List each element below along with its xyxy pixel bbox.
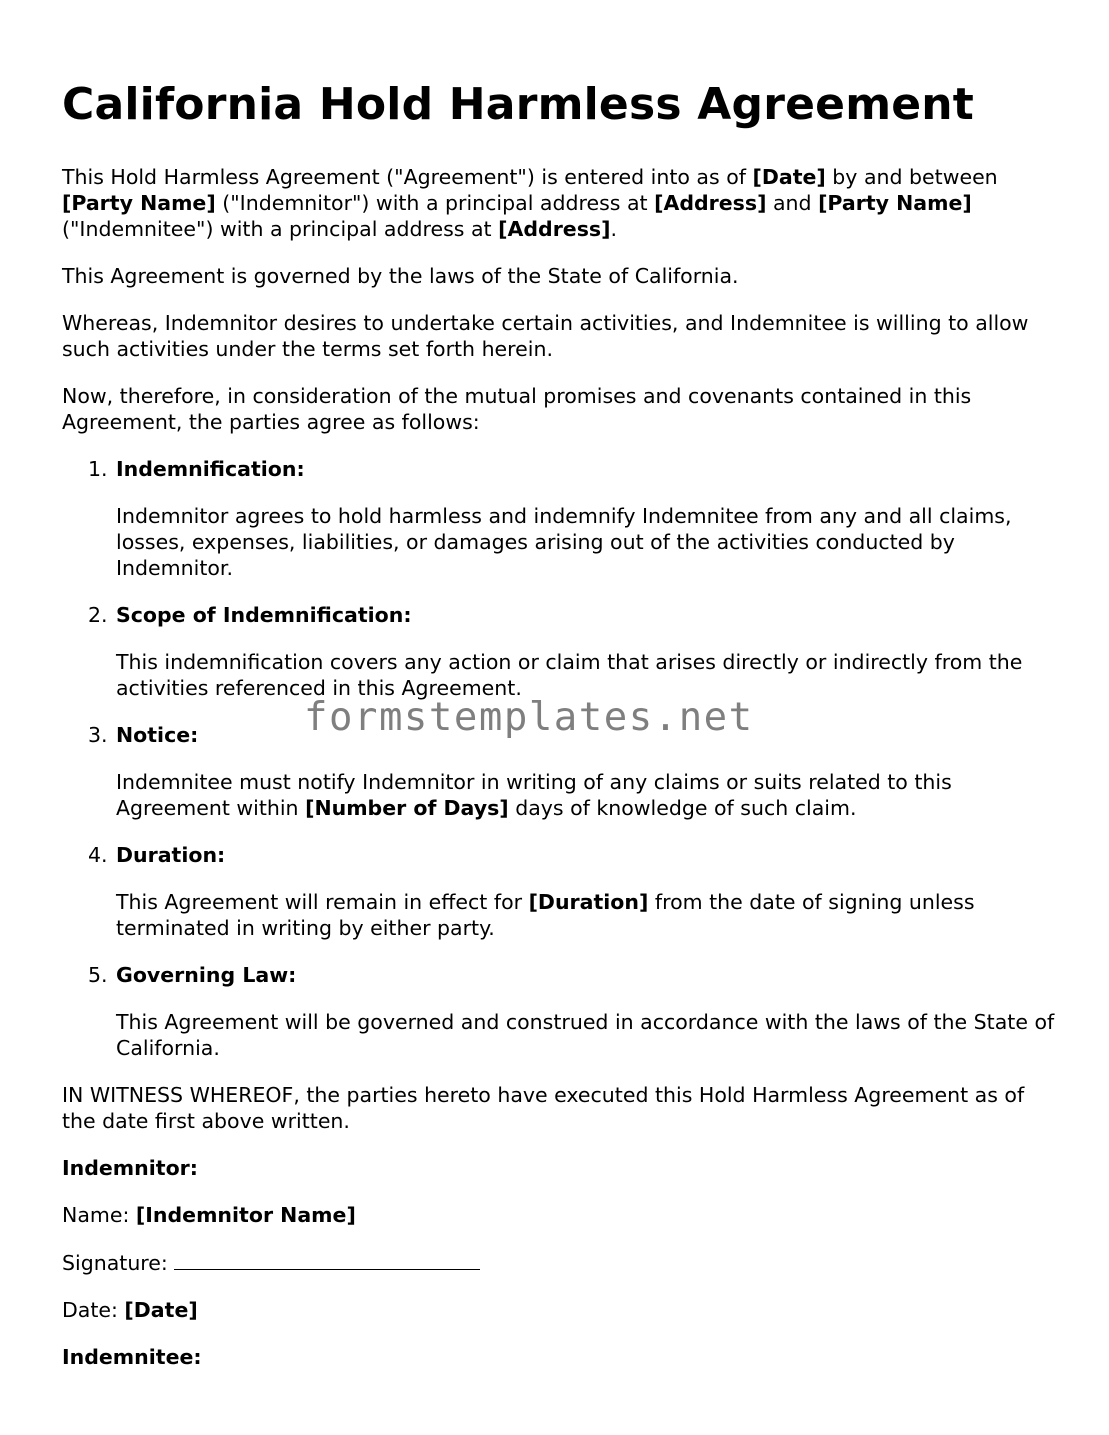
clause-heading: Duration: bbox=[116, 843, 226, 867]
intro-text-4: and bbox=[766, 191, 819, 215]
clause-number: 5. bbox=[88, 963, 108, 987]
clause-number: 3. bbox=[88, 723, 108, 747]
duration-placeholder: [Duration] bbox=[528, 890, 649, 914]
clause-list bbox=[62, 456, 1062, 1061]
whereas-paragraph: Whereas, Indemnitor desires to undertake certain activities, and Indemnitee is willing to allow such activities under the terms set forth herein. bbox=[62, 311, 1029, 361]
signature-line bbox=[62, 1249, 1062, 1276]
clause-body bbox=[116, 769, 1062, 821]
intro-text-3: ("Indemnitor") with a principal address at bbox=[215, 191, 655, 215]
intro-text-1: This Hold Harmless Agreement ("Agreement") is entered into as of bbox=[62, 165, 753, 189]
clause-heading: Indemnification: bbox=[116, 457, 305, 481]
clause-body-text: days of knowledge of such claim. bbox=[508, 796, 857, 820]
document-title: California Hold Harmless Agreement bbox=[62, 79, 975, 130]
witness-paragraph: IN WITNESS WHEREOF, the parties hereto have executed this Hold Harmless Agreement as of the date first above written. bbox=[62, 1083, 1025, 1133]
date-label: Date: bbox=[62, 1298, 125, 1322]
clause-body: This indemnification covers any action or claim that arises directly or indirectly from the activities referenced in this Agreement. bbox=[116, 650, 1023, 700]
date-line bbox=[62, 1297, 1062, 1323]
intro-party2-placeholder: [Party Name] bbox=[818, 191, 972, 215]
clause-body-text: Indemnitee must notify Indemnitor in writing of any claims or suits related to this Agreement within bbox=[116, 770, 952, 820]
now-therefore-paragraph: Now, therefore, in consideration of the mutual promises and covenants contained in this Agreement, the parties agree as follows: bbox=[62, 384, 972, 434]
clause-number: 4. bbox=[88, 843, 108, 867]
clause-body-text: This Agreement will remain in effect for bbox=[116, 890, 529, 914]
clause-number: 1. bbox=[88, 457, 108, 481]
clause-heading: Scope of Indemnification: bbox=[116, 603, 412, 627]
clause-body: Indemnitor agrees to hold harmless and indemnify Indemnitee from any and all claims, losses, expenses, liabilities, or damages arising out of the activities conducted by Indemnitor. bbox=[116, 504, 1012, 580]
clause-governing-law bbox=[62, 962, 1062, 1061]
signature-label: Signature: bbox=[62, 1251, 175, 1275]
indemnitee-heading bbox=[62, 1344, 1062, 1370]
clause-heading: Governing Law: bbox=[116, 963, 297, 987]
clause-body-text: from the date of signing unless terminated in writing by either party. bbox=[116, 890, 975, 940]
clause-indemnification bbox=[62, 456, 1062, 581]
intro-date-placeholder: [Date] bbox=[752, 165, 826, 189]
indemnitor-name-line bbox=[62, 1202, 1062, 1228]
date-placeholder: [Date] bbox=[124, 1298, 198, 1322]
intro-text-5: ("Indemnitee") with a principal address at bbox=[62, 217, 499, 241]
governed-paragraph: This Agreement is governed by the laws of the State of California. bbox=[62, 264, 739, 288]
intro-address1-placeholder: [Address] bbox=[654, 191, 767, 215]
indemnitor-heading-text: Indemnitor: bbox=[62, 1156, 198, 1180]
indemnitee-heading-text: Indemnitee: bbox=[62, 1345, 202, 1369]
name-label: Name: bbox=[62, 1203, 136, 1227]
clause-number: 2. bbox=[88, 603, 108, 627]
indemnitor-heading bbox=[62, 1155, 1062, 1181]
clause-duration bbox=[62, 842, 1062, 941]
clause-body: This Agreement will be governed and construed in accordance with the laws of the State of California. bbox=[116, 1010, 1055, 1060]
signature-blank bbox=[174, 1249, 480, 1270]
number-of-days-placeholder: [Number of Days] bbox=[305, 796, 509, 820]
clause-heading: Notice: bbox=[116, 723, 199, 747]
intro-paragraph bbox=[62, 164, 1062, 242]
watermark: formstemplates.net bbox=[304, 695, 754, 740]
clause-body bbox=[116, 889, 1062, 941]
intro-text-2: by and between bbox=[825, 165, 998, 189]
clause-scope bbox=[62, 602, 1062, 701]
intro-party1-placeholder: [Party Name] bbox=[62, 191, 216, 215]
intro-text-6: . bbox=[610, 217, 618, 241]
intro-address2-placeholder: [Address] bbox=[498, 217, 611, 241]
indemnitor-name-placeholder: [Indemnitor Name] bbox=[135, 1203, 356, 1227]
